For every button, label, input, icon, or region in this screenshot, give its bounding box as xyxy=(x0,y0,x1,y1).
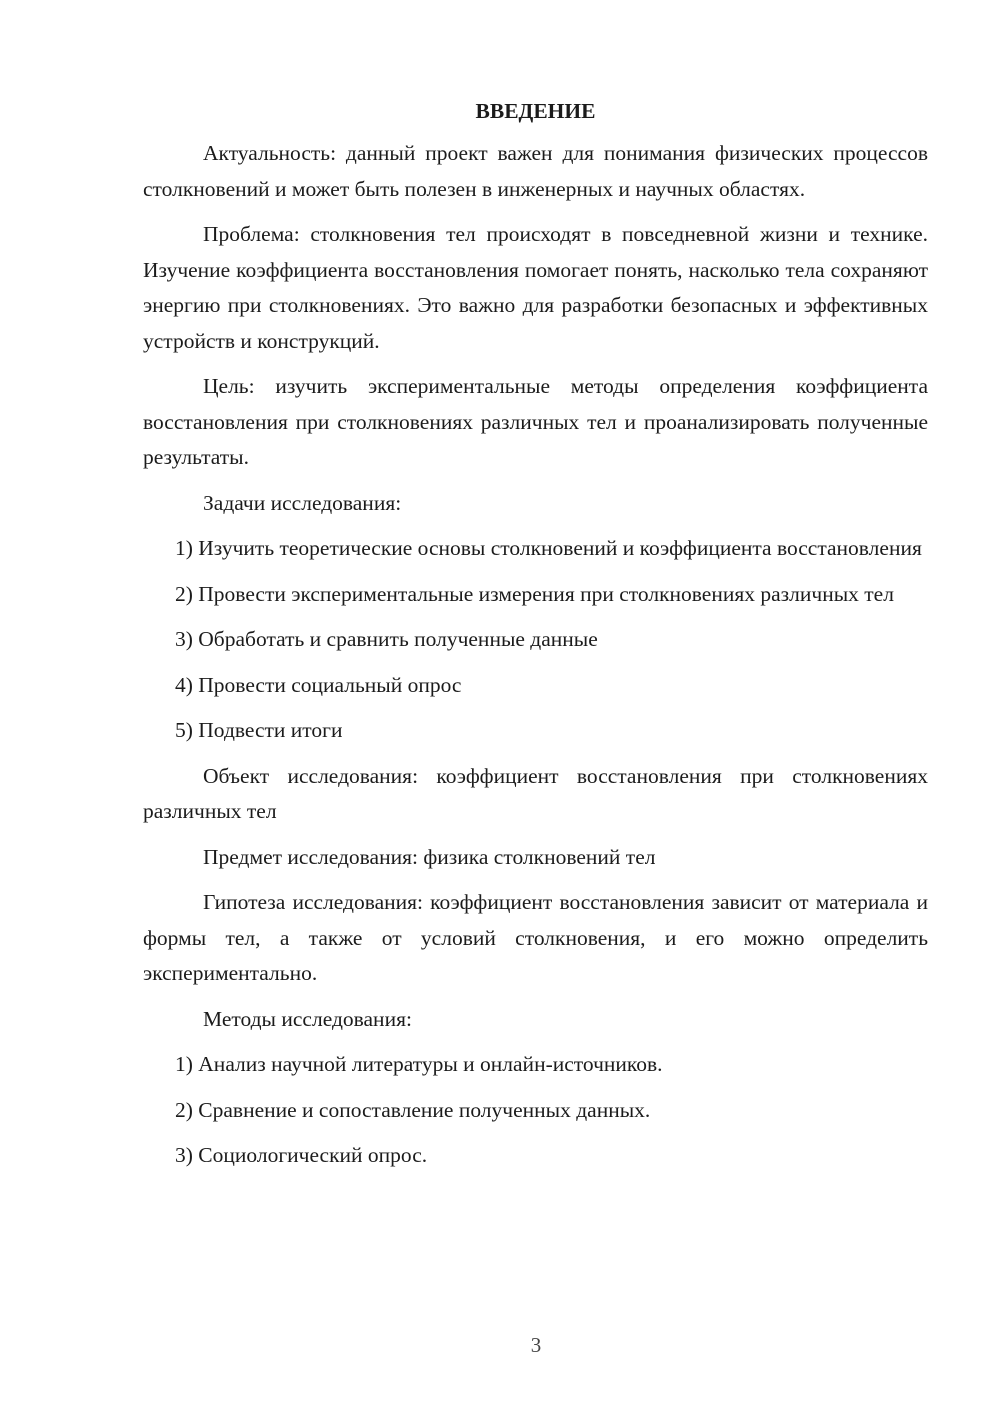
task-item-5: 5) Подвести итоги xyxy=(175,718,343,742)
page-title: ВВЕДЕНИЕ xyxy=(475,99,596,123)
paragraph-subject: Предмет исследования: физика столкновений тел xyxy=(203,844,656,869)
paragraph-goal: Цель: изучить экспериментальные методы определения коэффициента восстановления при столкновениях различных тел и проанализировать полученные результаты. xyxy=(143,374,928,469)
task-item-4: 4) Провести социальный опрос xyxy=(175,672,462,697)
paragraph-hypothesis: Гипотеза исследования: коэффициент восстановления зависит от материала и формы тел, а также от условий столкновения, и его можно определить экспериментально. xyxy=(143,890,928,985)
methods-heading: Методы исследования: xyxy=(203,1006,412,1031)
method-item-1: 1) Анализ научной литературы и онлайн-источников. xyxy=(175,1052,663,1076)
document-page xyxy=(143,96,928,1184)
task-item-2: 2) Провести экспериментальные измерения при столкновениях различных тел xyxy=(175,581,894,606)
task-item-3: 3) Обработать и сравнить полученные данные xyxy=(175,627,598,651)
paragraph-problem: Проблема: столкновения тел происходят в повседневной жизни и технике. Изучение коэффициента восстановления помогает понять, насколько тела сохраняют энергию при столкновениях. Это важно для разработки безопасных и эффективных устройств и конструкций. xyxy=(143,222,928,353)
paragraph-object: Объект исследования: коэффициент восстановления при столкновениях различных тел xyxy=(143,763,928,823)
task-item-1: 1) Изучить теоретические основы столкновений и коэффициента восстановления xyxy=(175,536,922,560)
tasks-heading: Задачи исследования: xyxy=(203,490,402,515)
page-number: 3 xyxy=(530,1333,542,1357)
method-item-3: 3) Социологический опрос. xyxy=(175,1143,428,1167)
paragraph-relevance: Актуальность: данный проект важен для понимания физических процессов столкновений и может быть полезен в инженерных и научных областях. xyxy=(143,141,928,201)
method-item-2: 2) Сравнение и сопоставление полученных данных. xyxy=(175,1097,651,1122)
